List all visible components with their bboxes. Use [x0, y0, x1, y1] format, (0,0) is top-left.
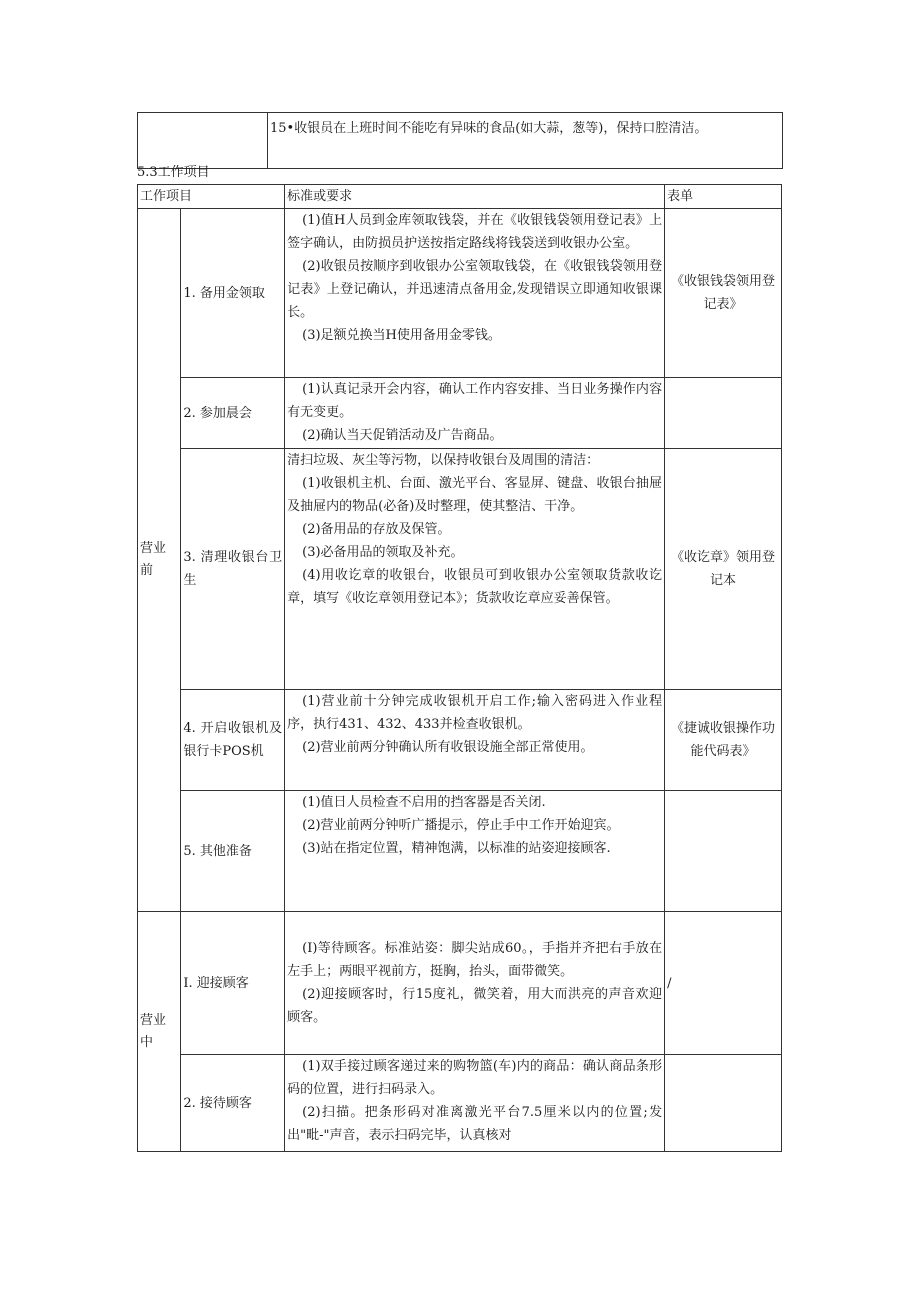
table-row — [138, 1055, 782, 1152]
requirement-line: (1)认真记录开会内容，确认工作内容安排、当日业务操作内容有无变更。 — [287, 382, 663, 420]
item-greet-customer: I. 迎接顾客 — [181, 912, 285, 1055]
form-cell: 《捷诚收银操作功能代码表》 — [665, 690, 782, 791]
form-cell: / — [665, 912, 782, 1055]
table-header-row — [138, 185, 782, 209]
requirement-cell — [285, 378, 665, 449]
requirement-line: (1)值H人员到金库领取钱袋，并在《收银钱袋领用登记表》上签字确认，由防损员护送按指定路线将钱袋送到收银办公室。 — [287, 213, 663, 251]
header-work-item: 工作项目 — [138, 185, 285, 209]
requirement-line: (2)确认当天促销活动及广告商品。 — [302, 428, 503, 443]
requirement-line: (1)值日人员检查不启用的挡客器是否关闭. — [302, 795, 546, 810]
table-row — [138, 449, 782, 690]
form-cell-empty — [665, 1055, 782, 1152]
work-items-table — [137, 184, 782, 1152]
form-cell: 《收讫章》领用登记本 — [665, 449, 782, 690]
requirement-line: (1)营业前十分钟完成收银机开启工作;输入密码进入作业程序，执行431、432、433并检查收银机。 — [287, 694, 663, 732]
requirement-cell — [285, 209, 665, 378]
requirement-line: (2)迎接顾客时，行15度礼，微笑着，用大而洪亮的声音欢迎顾客。 — [287, 987, 663, 1025]
table-row — [138, 113, 783, 169]
requirement-cell — [285, 449, 665, 690]
item-cash-float: 1. 备用金领取 — [181, 209, 285, 378]
item-morning-meeting: 2. 参加晨会 — [181, 378, 285, 449]
requirement-cell — [285, 912, 665, 1055]
requirement-line: (1)收银机主机、台面、激光平台、客显屏、键盘、收银台抽屉及抽屉内的物品(必备)及时整理，使其整洁、干净。 — [287, 476, 663, 514]
requirement-intro: 清扫垃圾、灰尘等污物，以保持收银台及周围的清洁： — [287, 453, 600, 468]
requirement-line: (2)营业前两分钟听广播提示，停止手中工作开始迎宾。 — [302, 818, 620, 833]
item-other-prep: 5. 其他准备 — [181, 791, 285, 912]
table-row — [138, 791, 782, 912]
requirement-line: (2)备用品的存放及保管。 — [302, 522, 451, 537]
requirement-line: (3)站在指定位置，精神饱满，以标准的站姿迎接顾客. — [302, 841, 611, 856]
requirement-line: (1)双手接过顾客递过来的购物篮(车)内的商品：确认商品条形码的位置，进行扫码录入。 — [287, 1059, 663, 1097]
requirement-line: (3)足额兑换当H使用备用金零钱。 — [302, 328, 501, 343]
table-row — [138, 209, 782, 378]
item-clean-checkout: 3. 清理收银台卫生 — [181, 449, 285, 690]
item-open-register: 4. 开启收银机及银行卡POS机 — [181, 690, 285, 791]
requirement-line: (I)等待顾客。标准站姿：脚尖站成60。，手指并齐把右手放在左手上；两眼平视前方，挺胸，抬头，面带微笑。 — [287, 941, 663, 979]
rule-15-cell: 15•收银员在上班时间不能吃有异味的食品(如大蒜，葱等)，保持口腔清洁。 — [268, 113, 783, 169]
requirement-cell — [285, 1055, 665, 1152]
item-serve-customer: 2. 接待顾客 — [181, 1055, 285, 1152]
phase-before-business: 营业前 — [138, 209, 181, 912]
requirement-line: (2)营业前两分钟确认所有收银设施全部正常使用。 — [302, 740, 594, 755]
table-cell-empty — [138, 113, 268, 169]
form-cell-empty — [665, 791, 782, 912]
requirement-cell — [285, 791, 665, 912]
phase-during-business: 营业中 — [138, 912, 181, 1152]
requirement-line: (2)扫描。把条形码对准离激光平台7.5厘米以内的位置;发出"毗-"声音，表示扫码完毕，认真核对 — [287, 1105, 663, 1143]
table-row — [138, 690, 782, 791]
form-cell-empty — [665, 378, 782, 449]
requirement-cell — [285, 690, 665, 791]
table-row — [138, 912, 782, 1055]
requirement-line: (3)必备用品的领取及补充。 — [302, 545, 464, 560]
header-requirement: 标准或要求 — [285, 185, 665, 209]
requirement-line: (2)收银员按顺序到收银办公室领取钱袋，在《收银钱袋领用登记表》上登记确认，并迅速清点备用金,发现错误立即通知收银课长。 — [287, 259, 663, 320]
header-form: 表单 — [665, 185, 782, 209]
continued-table — [137, 112, 783, 169]
form-cell: 《收银钱袋领用登记表》 — [665, 209, 782, 378]
table-row — [138, 378, 782, 449]
section-heading: 5.3工作项目 — [137, 165, 210, 180]
requirement-line: (4)用收讫章的收银台，收银员可到收银办公室领取货款收讫章，填写《收讫章领用登记本》；货款收讫章应妥善保管。 — [287, 568, 663, 606]
